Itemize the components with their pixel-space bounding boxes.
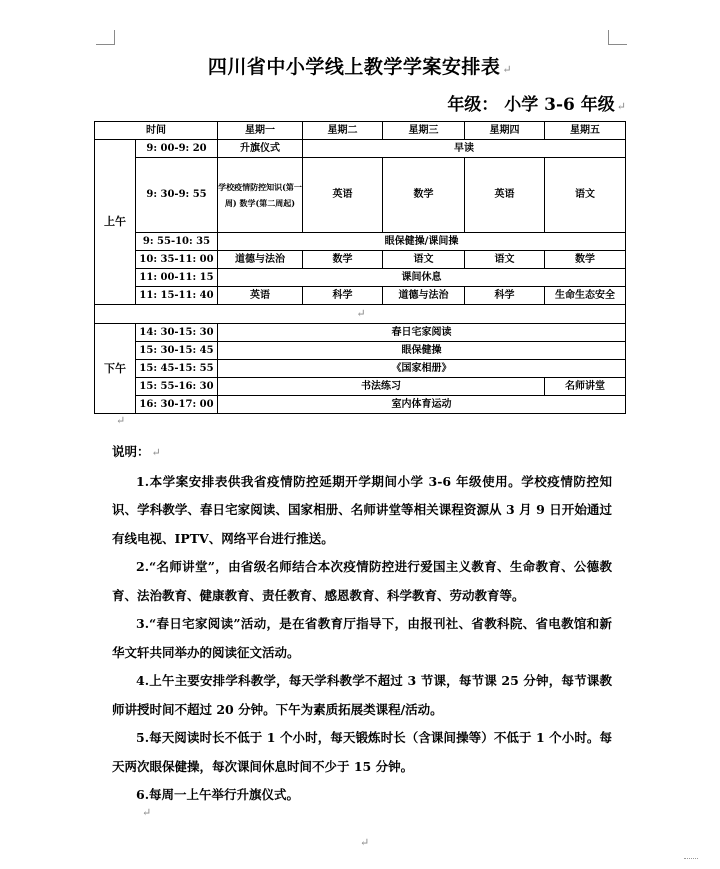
notes-section xyxy=(112,438,612,810)
time-cell: 15: 45-15: 55 xyxy=(136,360,218,378)
cell-span: 室内体育运动 xyxy=(218,396,626,414)
cell: 数学 xyxy=(545,251,626,269)
time-cell: 9: 30-9: 55 xyxy=(136,158,218,233)
table-spacer-row: ↵ xyxy=(95,305,626,324)
table-row xyxy=(95,158,626,233)
time-cell: 16: 30-17: 00 xyxy=(136,396,218,414)
header-day: 星期一 xyxy=(218,122,303,140)
header-day: 星期四 xyxy=(465,122,545,140)
time-cell: 11: 00-11: 15 xyxy=(136,269,218,287)
table-row xyxy=(95,140,626,158)
cell: 数学 xyxy=(303,251,383,269)
table-row xyxy=(95,233,626,251)
table-row xyxy=(95,396,626,414)
cell: 生命生态安全 xyxy=(545,287,626,305)
time-cell: 9: 55-10: 35 xyxy=(136,233,218,251)
note-item: 2.“名师讲堂”，由省级名师结合本次疫情防控进行爱国主义教育、生命教育、公德教育、法治教育、健康教育、责任教育、感恩教育、科学教育、劳动教育等。 xyxy=(112,559,612,603)
header-day: 星期二 xyxy=(303,122,383,140)
paragraph-mark: ↵ xyxy=(116,414,126,427)
page-corner-top-left xyxy=(96,30,115,45)
table-row xyxy=(95,324,626,342)
cell: 英语 xyxy=(465,158,545,233)
period-morning: 上午 xyxy=(95,140,136,305)
note-item: 1.本学案安排表供我省疫情防控延期开学期间小学 3-6 年级使用。学校疫情防控知识、学科教学、春日宅家阅读、国家相册、名师讲堂等相关课程资源从 3 月 9 日开始通过有线电视、IPTV、网络平台进行推送。 xyxy=(112,473,612,546)
cell-span: 眼保健操 xyxy=(218,342,626,360)
notes-heading: 说明： ↵ xyxy=(112,444,161,459)
cell-span: 春日宅家阅读 xyxy=(218,324,626,342)
period-afternoon: 下午 xyxy=(95,324,136,414)
cell: 语文 xyxy=(545,158,626,233)
paragraph-mark: ↵ xyxy=(142,806,152,819)
cell-span: 书法练习 xyxy=(218,378,545,396)
table-row xyxy=(95,378,626,396)
table-row xyxy=(95,269,626,287)
table-row xyxy=(95,287,626,305)
table-header-row xyxy=(95,122,626,140)
table-row xyxy=(95,251,626,269)
cell: 英语 xyxy=(218,287,303,305)
time-cell: 15: 55-16: 30 xyxy=(136,378,218,396)
header-day: 星期五 xyxy=(545,122,626,140)
cell-span: 早读 xyxy=(303,140,626,158)
page-corner-top-right xyxy=(608,30,627,45)
time-cell: 11: 15-11: 40 xyxy=(136,287,218,305)
cell: 名师讲堂 xyxy=(545,378,626,396)
cell: 科学 xyxy=(465,287,545,305)
cell-span: 课间休息 xyxy=(218,269,626,287)
header-time: 时间 xyxy=(95,122,218,140)
document-title: 四川省中小学线上教学学案安排表 ↵ xyxy=(207,56,513,78)
note-item: 5.每天阅读时长不低于 1 个小时，每天锻炼时长（含课间操等）不低于 1 个小时。每天两次眼保健操，每次课间休息时间不少于 15 分钟。 xyxy=(112,730,612,774)
cell-span: 眼保健操/课间操 xyxy=(218,233,626,251)
table-row xyxy=(95,360,626,378)
note-item: 6.每周一上午举行升旗仪式。 xyxy=(136,787,300,802)
cell: 科学 xyxy=(303,287,383,305)
schedule-table xyxy=(94,121,626,414)
cell: 数学 xyxy=(383,158,465,233)
cell: 语文 xyxy=(465,251,545,269)
cell: 英语 xyxy=(303,158,383,233)
cell: 学校疫情防控知识(第一周) 数学(第二周起) xyxy=(218,158,303,233)
time-cell: 15: 30-15: 45 xyxy=(136,342,218,360)
note-item: 3.“春日宅家阅读”活动，是在省教育厅指导下，由报刊社、省教科院、省电教馆和新华文轩共同举办的阅读征文活动。 xyxy=(112,616,612,660)
cell: 道德与法治 xyxy=(218,251,303,269)
cell-span: 《国家相册》 xyxy=(218,360,626,378)
note-item: 4.上午主要安排学科教学，每天学科教学不超过 3 节课，每节课 25 分钟，每节课教师讲授时间不超过 20 分钟。下午为素质拓展类课程/活动。 xyxy=(112,673,612,717)
time-cell: 14: 30-15: 30 xyxy=(136,324,218,342)
grade-line: 年级： 小学 3-6 年级 ↵ xyxy=(447,95,626,115)
time-cell: 9: 00-9: 20 xyxy=(136,140,218,158)
header-day: 星期三 xyxy=(383,122,465,140)
cell: 语文 xyxy=(383,251,465,269)
paragraph-mark: ↵ xyxy=(360,836,370,849)
cell: 升旗仪式 xyxy=(218,140,303,158)
table-row xyxy=(95,342,626,360)
time-cell: 10: 35-11: 00 xyxy=(136,251,218,269)
cell: 道德与法治 xyxy=(383,287,465,305)
page-edge-mark xyxy=(684,858,698,860)
